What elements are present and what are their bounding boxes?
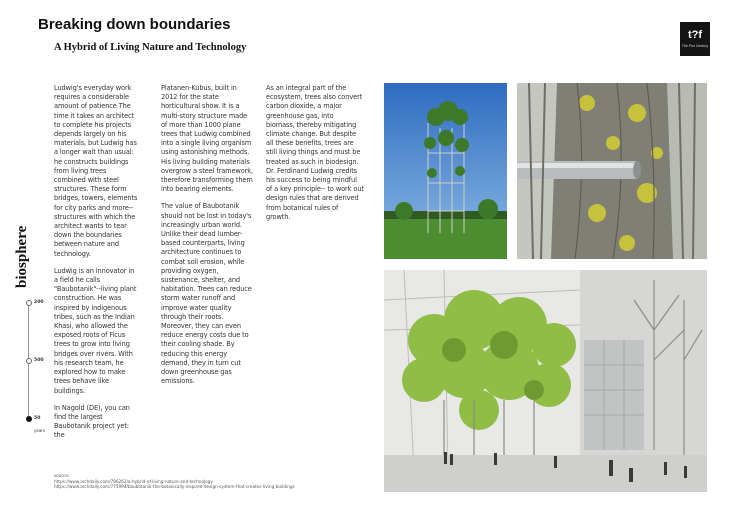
paragraph: Ludwig is an innovator in a field he calls "Baubotanik"--living plant construction. He was inspired by indigenous tribes, such as the Indian Khasi, who allowed the exposed roots of Ficus trees to grow into living bridges over rivers. With his research team, he explored how to make trees behave like buildings. — [54, 266, 137, 395]
timeline — [26, 300, 46, 433]
rendering-photo — [384, 270, 707, 492]
section-label: biosphere — [14, 225, 30, 288]
tower-illustration — [384, 83, 507, 259]
logo — [680, 22, 710, 56]
timeline-label: 200 — [34, 300, 44, 305]
timeline-unit: years — [34, 428, 46, 433]
logo-mark: t?f — [687, 29, 703, 41]
source-label: source: — [54, 473, 70, 478]
text-column-1 — [54, 84, 138, 449]
paragraph: The value of Baubotanik should not be lost in today's increasingly urban world. Unlike their dead lumber-based counterparts, living architecture continues to combat soil erosion, while providing oxygen, sustenance, shelter, and habitation. Trees can reduce storm water runoff and improve water quality through their roots. Moreover, they can even reduce energy costs due to their cooling shade. By reducing this energy demand, they in turn cut down greenhouse gas emissions. — [161, 202, 252, 386]
timeline-dot — [26, 416, 32, 422]
timeline-label: 500 — [34, 358, 44, 363]
bark-photo — [517, 83, 707, 259]
source-block — [54, 473, 295, 490]
tower-photo — [384, 83, 507, 259]
page-title: Breaking down boundaries — [38, 16, 231, 33]
source-link[interactable]: https://www.archdaily.com/796262/a-hybrid-of-living-nature-and-technology — [54, 478, 213, 484]
paragraph: In Nagold (DE), you can find the largest Baubotanik project yet: the — [54, 403, 130, 440]
rendering-illustration — [384, 270, 707, 492]
timeline-dot — [26, 358, 32, 364]
text-column-3 — [266, 84, 364, 230]
paragraph: Platanen-Kubus, built in 2012 for the state horticultural show. It is a multi-story structure made of more than 1000 plane trees that Ludwig combined into a single living organism using astonishing methods. His living building materials overgrow a steel framework, therefore transforming them into bearing elements. — [161, 84, 253, 194]
logo-sub: The Flor Century — [681, 44, 709, 48]
source-link[interactable]: https://www.archdaily.com/775994/baubotanik-the-botanically-inspired-design-system-that-creates-living-buildings — [54, 484, 295, 489]
bark-illustration — [517, 83, 707, 259]
page-subtitle: A Hybrid of Living Nature and Technology — [54, 42, 247, 53]
paragraph: As an integral part of the ecosystem, trees also convert carbon dioxide, a major greenhouse gas, into biomass, thereby mitigating climate change. But despite all these benefits, trees are still living things and must be treated as such in biodesign. Dr. Ferdinand Ludwig credits his success to being mindful of a key principle-- to work out design rules that are derived from botanical rules of growth. — [266, 84, 364, 221]
paragraph: Ludwig's everyday work requires a considerable amount of patience The time it takes an architect to complete his projects depends largely on his materials, but Ludwig has a longer wait than usual: he constructs buildings from living trees combined with steel structures. These form bridges, towers, elements for city parks and more--structures with which the architect wants to tear down the boundaries between nature and technology. — [54, 84, 138, 258]
timeline-dot — [26, 300, 32, 306]
text-column-2 — [161, 84, 255, 395]
timeline-label: 50 — [34, 416, 41, 421]
